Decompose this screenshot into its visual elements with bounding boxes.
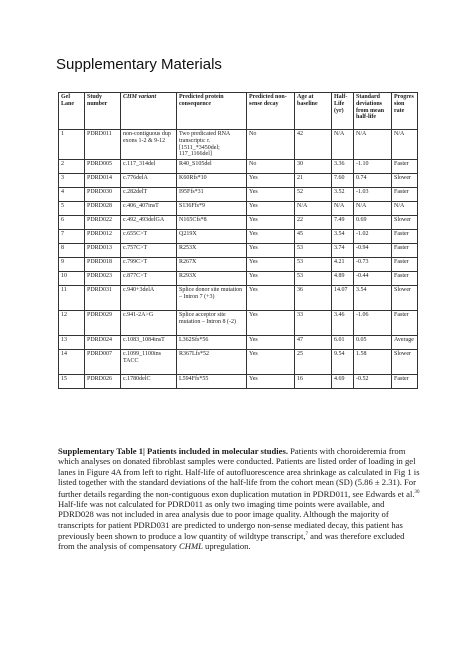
cell-progression: Faster xyxy=(392,160,418,174)
cell-chm-variant: c.406_407insT xyxy=(121,202,177,216)
cell-study-number: PDRD005 xyxy=(85,160,121,174)
header-chm-variant: CHM variant xyxy=(121,93,177,130)
table-row xyxy=(59,375,418,389)
cell-age: 52 xyxy=(295,188,332,202)
caption-gene: CHML xyxy=(179,541,203,552)
cell-chm-variant: c.282delT xyxy=(121,188,177,202)
cell-nonsense-decay: Yes xyxy=(247,188,295,202)
caption-text-a: Patients with choroideremia from which analyses on donated fibroblast samples were conducted. Patients are listed order of loading in gel lanes in Figure 4A from left to right. Half-life of autofluorescence area shrinkage as calculated in Fig 1 is listed together with the standard deviations of the half-life from the cohort mean (SD) (5.86 ± 2.31). For further details regarding the non-contiguous exon duplication mutation in PDRD011, see Edwards et al. xyxy=(58,446,420,499)
cell-progression: N/A xyxy=(392,202,418,216)
cell-std-dev: N/A xyxy=(354,202,392,216)
cell-gel-lane: 4 xyxy=(59,188,85,202)
cell-gel-lane: 13 xyxy=(59,336,85,350)
cell-protein-consequence: R253X xyxy=(177,244,247,258)
header-progression: Progression rate xyxy=(392,93,418,130)
cell-half-life: 14.07 xyxy=(332,286,354,311)
cell-protein-consequence: R267X xyxy=(177,258,247,272)
patients-table xyxy=(58,92,418,389)
cell-std-dev: -0.44 xyxy=(354,272,392,286)
cell-half-life: 7.49 xyxy=(332,216,354,230)
cell-std-dev: 3.54 xyxy=(354,286,392,311)
cell-std-dev: -1.03 xyxy=(354,188,392,202)
cell-half-life: 7.60 xyxy=(332,174,354,188)
cell-half-life: N/A xyxy=(332,202,354,216)
cell-age: N/A xyxy=(295,202,332,216)
cell-chm-variant: c.757C>T xyxy=(121,244,177,258)
cell-gel-lane: 9 xyxy=(59,258,85,272)
cell-std-dev: 0.05 xyxy=(354,336,392,350)
cell-age: 53 xyxy=(295,244,332,258)
cell-chm-variant: c.941-2A>G xyxy=(121,311,177,336)
cell-nonsense-decay: Yes xyxy=(247,202,295,216)
cell-half-life: 3.36 xyxy=(332,160,354,174)
page-title: Supplementary Materials xyxy=(56,56,222,73)
cell-nonsense-decay: No xyxy=(247,160,295,174)
caption-text-c: and was therefore excluded from the analysis of compensatory xyxy=(58,530,405,552)
cell-study-number: PDRD030 xyxy=(85,188,121,202)
cell-chm-variant: c.877C>T xyxy=(121,272,177,286)
cell-chm-variant: c.1099_1100ins TACC xyxy=(121,350,177,375)
cell-half-life: 4.21 xyxy=(332,258,354,272)
cell-half-life: N/A xyxy=(332,130,354,160)
cell-study-number: PDRD011 xyxy=(85,130,121,160)
cell-half-life: 4.89 xyxy=(332,272,354,286)
table-row xyxy=(59,258,418,272)
header-gel-lane: Gel Lane xyxy=(59,93,85,130)
cell-std-dev: -1.10 xyxy=(354,160,392,174)
cell-progression: Slower xyxy=(392,216,418,230)
table-row xyxy=(59,230,418,244)
cell-progression: Faster xyxy=(392,230,418,244)
table-row xyxy=(59,174,418,188)
cell-std-dev: 0.74 xyxy=(354,174,392,188)
cell-half-life: 3.46 xyxy=(332,311,354,336)
table-row xyxy=(59,336,418,350)
cell-half-life: 3.74 xyxy=(332,244,354,258)
cell-std-dev: -0.52 xyxy=(354,375,392,389)
cell-protein-consequence: Splice acceptor site mutation – Intron 8 (-2) xyxy=(177,311,247,336)
cell-nonsense-decay: Yes xyxy=(247,258,295,272)
cell-study-number: PDRD013 xyxy=(85,244,121,258)
cell-age: 25 xyxy=(295,350,332,375)
cell-age: 53 xyxy=(295,258,332,272)
cell-gel-lane: 12 xyxy=(59,311,85,336)
cell-study-number: PDRD022 xyxy=(85,216,121,230)
cell-protein-consequence: R293X xyxy=(177,272,247,286)
cell-protein-consequence: Splice donor site mutation – Intron 7 (+3) xyxy=(177,286,247,311)
cell-gel-lane: 10 xyxy=(59,272,85,286)
cell-chm-variant: c.492_493delGA xyxy=(121,216,177,230)
table-row xyxy=(59,350,418,375)
cell-gel-lane: 14 xyxy=(59,350,85,375)
table-body xyxy=(59,130,418,389)
cell-nonsense-decay: Yes xyxy=(247,174,295,188)
cell-std-dev: -0.94 xyxy=(354,244,392,258)
cell-chm-variant: c.1780delC xyxy=(121,375,177,389)
header-std-dev: Standard deviations from mean half-life xyxy=(354,93,392,130)
cell-progression: Slower xyxy=(392,350,418,375)
cell-gel-lane: 15 xyxy=(59,375,85,389)
table-row xyxy=(59,202,418,216)
cell-progression: Faster xyxy=(392,244,418,258)
header-study-number: Study number xyxy=(85,93,121,130)
cell-age: 45 xyxy=(295,230,332,244)
cell-progression: Average xyxy=(392,336,418,350)
cell-study-number: PDRD014 xyxy=(85,174,121,188)
cell-protein-consequence: I95Ffs*31 xyxy=(177,188,247,202)
cell-chm-variant: c.1083_1084insT xyxy=(121,336,177,350)
cell-protein-consequence: N165Cfs*8 xyxy=(177,216,247,230)
cell-study-number: PDRD031 xyxy=(85,286,121,311)
cell-std-dev: N/A xyxy=(354,130,392,160)
cell-std-dev: -0.73 xyxy=(354,258,392,272)
cell-progression: Faster xyxy=(392,258,418,272)
cell-nonsense-decay: No xyxy=(247,130,295,160)
cell-study-number: PDRD018 xyxy=(85,258,121,272)
cell-gel-lane: 3 xyxy=(59,174,85,188)
caption-label: Supplementary Table 1| Patients included in molecular studies. xyxy=(58,446,288,456)
table-row xyxy=(59,272,418,286)
cell-chm-variant: c.940+3delA xyxy=(121,286,177,311)
cell-gel-lane: 6 xyxy=(59,216,85,230)
cell-chm-variant: c.776delA xyxy=(121,174,177,188)
cell-age: 53 xyxy=(295,272,332,286)
cell-study-number: PDRD024 xyxy=(85,336,121,350)
cell-std-dev: -1.02 xyxy=(354,230,392,244)
cell-progression: Faster xyxy=(392,188,418,202)
cell-half-life: 9.54 xyxy=(332,350,354,375)
cell-half-life: 4.69 xyxy=(332,375,354,389)
caption-text-b: Half-life was not calculated for PDRD011 as only two imaging time points were available, and PDRD028 was not included in area analysis due to poor image quality. Although the majority of transcripts for patient PDRD031 are predicted to undergo non-sense mediated decay, this patient has previously been shown to produce a low quantity of wildtype transcript, xyxy=(58,498,403,541)
cell-std-dev: 0.69 xyxy=(354,216,392,230)
cell-std-dev: 1.58 xyxy=(354,350,392,375)
table-row xyxy=(59,216,418,230)
caption-text-d: upregulation. xyxy=(202,541,251,552)
cell-nonsense-decay: Yes xyxy=(247,311,295,336)
cell-protein-consequence: K60Rfs*10 xyxy=(177,174,247,188)
cell-protein-consequence: S136Ffs*9 xyxy=(177,202,247,216)
cell-study-number: PDRD029 xyxy=(85,311,121,336)
cell-protein-consequence: L362Sfs*56 xyxy=(177,336,247,350)
cell-std-dev: -1.06 xyxy=(354,311,392,336)
cell-study-number: PDRD026 xyxy=(85,375,121,389)
cell-gel-lane: 7 xyxy=(59,230,85,244)
cell-gel-lane: 1 xyxy=(59,130,85,160)
cell-study-number: PDRD007 xyxy=(85,350,121,375)
cell-progression: Slower xyxy=(392,286,418,311)
cell-age: 30 xyxy=(295,160,332,174)
table-row xyxy=(59,188,418,202)
cell-chm-variant: c.799C>T xyxy=(121,258,177,272)
cell-progression: Faster xyxy=(392,311,418,336)
cell-protein-consequence: R367Lfs*52 xyxy=(177,350,247,375)
cell-nonsense-decay: Yes xyxy=(247,286,295,311)
cell-chm-variant: c.117_314del xyxy=(121,160,177,174)
header-half-life: Half-Life (yr) xyxy=(332,93,354,130)
cell-progression: N/A xyxy=(392,130,418,160)
cell-half-life: 3.52 xyxy=(332,188,354,202)
table-header-row xyxy=(59,93,418,130)
table-row xyxy=(59,311,418,336)
cell-nonsense-decay: Yes xyxy=(247,244,295,258)
cell-age: 22 xyxy=(295,216,332,230)
cell-chm-variant: non-contiguous dup exons 1-2 & 9-12 xyxy=(121,130,177,160)
cell-nonsense-decay: Yes xyxy=(247,216,295,230)
cell-half-life: 3.54 xyxy=(332,230,354,244)
cell-half-life: 6.01 xyxy=(332,336,354,350)
table-row xyxy=(59,286,418,311)
cell-gel-lane: 8 xyxy=(59,244,85,258)
caption-ref-1: 30 xyxy=(414,489,420,495)
cell-study-number: PDRD023 xyxy=(85,272,121,286)
header-protein-consequence: Predicted protein consequence xyxy=(177,93,247,130)
cell-study-number: PDRD028 xyxy=(85,202,121,216)
cell-nonsense-decay: Yes xyxy=(247,230,295,244)
cell-age: 42 xyxy=(295,130,332,160)
cell-nonsense-decay: Yes xyxy=(247,350,295,375)
cell-progression: Slower xyxy=(392,174,418,188)
cell-nonsense-decay: Yes xyxy=(247,375,295,389)
cell-nonsense-decay: Yes xyxy=(247,272,295,286)
cell-study-number: PDRD012 xyxy=(85,230,121,244)
cell-protein-consequence: L594Ffs*55 xyxy=(177,375,247,389)
header-age: Age at baseline xyxy=(295,93,332,130)
cell-age: 47 xyxy=(295,336,332,350)
cell-gel-lane: 5 xyxy=(59,202,85,216)
cell-progression: Faster xyxy=(392,272,418,286)
cell-protein-consequence: R40_S105del xyxy=(177,160,247,174)
table-caption xyxy=(58,446,420,552)
table-row xyxy=(59,130,418,160)
cell-protein-consequence: Two predicated RNA transcripts: r.[1511_*3450del; 117_1166del] xyxy=(177,130,247,160)
cell-progression: Faster xyxy=(392,375,418,389)
table-row xyxy=(59,160,418,174)
table-row xyxy=(59,244,418,258)
cell-gel-lane: 2 xyxy=(59,160,85,174)
cell-age: 33 xyxy=(295,311,332,336)
cell-chm-variant: c.655C>T xyxy=(121,230,177,244)
cell-age: 16 xyxy=(295,375,332,389)
header-nonsense-decay: Predicted non-sense decay xyxy=(247,93,295,130)
cell-protein-consequence: Q219X xyxy=(177,230,247,244)
cell-gel-lane: 11 xyxy=(59,286,85,311)
cell-age: 21 xyxy=(295,174,332,188)
cell-nonsense-decay: Yes xyxy=(247,336,295,350)
cell-age: 36 xyxy=(295,286,332,311)
caption-ref-2: 7 xyxy=(305,532,308,538)
